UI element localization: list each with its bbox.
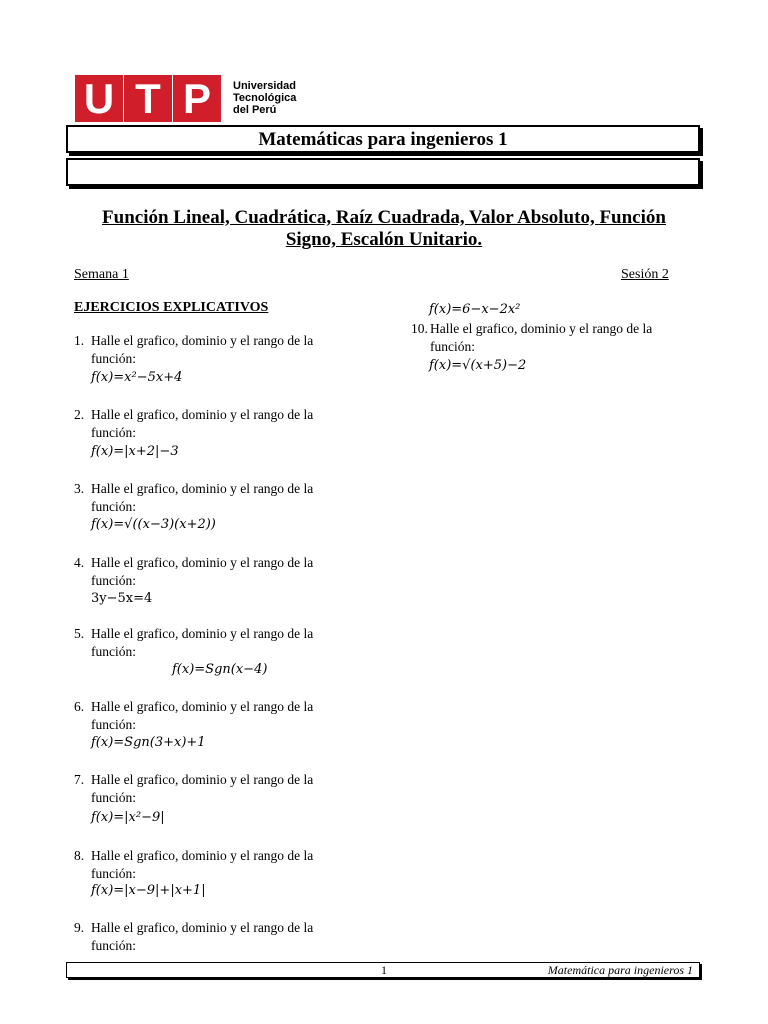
subtitle-frame [66, 158, 700, 186]
footer [66, 962, 700, 978]
exercise-10 [411, 320, 681, 360]
exercise-number: 8. [74, 848, 85, 863]
exercise-9 [74, 919, 334, 959]
exercise-text: Halle el grafico, dominio y el rango de la función: [430, 321, 653, 354]
exercise-text: Halle el grafico, dominio y el rango de la función: [91, 848, 314, 881]
logo-letter-t: T [124, 75, 172, 122]
exercise-text: Halle el grafico, dominio y el rango de la función: [91, 407, 314, 440]
formula-3: f(x)=√((x−3)(x+2)) [91, 517, 216, 532]
exercise-6 [74, 698, 334, 738]
logo-letter-u: U [75, 75, 123, 122]
exercise-number: 2. [74, 407, 85, 422]
session-label: Sesión 2 [621, 267, 669, 282]
formula-8: f(x)=|x−9|+|x+1| [91, 883, 206, 898]
exercise-number: 1. [74, 333, 85, 348]
formula-7: f(x)=|x²−9| [91, 810, 165, 825]
logo-line-1: Universidad [233, 80, 296, 92]
exercise-number: 9. [74, 920, 85, 935]
exercise-7 [74, 771, 334, 811]
formula-9: f(x)=6−x−2x² [429, 302, 521, 317]
exercise-number: 7. [74, 772, 85, 787]
exercise-3 [74, 480, 334, 520]
exercise-text: Halle el grafico, dominio y el rango de la función: [91, 699, 314, 732]
exercise-5 [74, 625, 334, 665]
logo-letter-p: P [173, 75, 221, 122]
footer-title: Matemática para ingenieros 1 [547, 963, 693, 977]
exercise-4 [74, 554, 334, 594]
exercise-8 [74, 847, 334, 887]
main-heading [70, 207, 698, 251]
page-number: 1 [381, 963, 387, 977]
logo-line-2: Tecnológica [233, 92, 297, 104]
formula-6: f(x)=Sgn(3+x)+1 [91, 735, 206, 750]
logo-text [233, 80, 296, 116]
title-frame [66, 125, 700, 153]
exercise-text: Halle el grafico, dominio y el rango de la función: [91, 772, 314, 805]
logo-line-3: del Perú [233, 104, 277, 116]
exercise-text: Halle el grafico, dominio y el rango de la función: [91, 920, 314, 953]
formula-5: f(x)=Sgn(x−4) [172, 662, 268, 677]
formula-4: 3y−5x=4 [91, 591, 153, 606]
exercise-text: Halle el grafico, dominio y el rango de la función: [91, 481, 314, 514]
exercise-number: 3. [74, 481, 85, 496]
main-heading-line-1: Función Lineal, Cuadrática, Raíz Cuadrada, Valor Absoluto, Función [102, 207, 666, 228]
exercise-text: Halle el grafico, dominio y el rango de la función: [91, 555, 314, 588]
formula-10: f(x)=√(x+5)−2 [429, 358, 527, 373]
section-title: EJERCICIOS EXPLICATIVOS [74, 300, 269, 315]
exercise-number: 5. [74, 626, 85, 641]
exercise-number: 6. [74, 699, 85, 714]
document-title: Matemáticas para ingenieros 1 [258, 129, 508, 150]
exercise-text: Halle el grafico, dominio y el rango de la función: [91, 333, 314, 366]
exercise-number: 10. [411, 321, 428, 336]
week-label: Semana 1 [74, 267, 129, 282]
exercise-text: Halle el grafico, dominio y el rango de la función: [91, 626, 314, 659]
main-heading-line-2: Signo, Escalón Unitario. [285, 229, 483, 250]
exercise-1 [74, 332, 334, 372]
formula-2: f(x)=|x+2|−3 [91, 444, 179, 459]
exercise-number: 4. [74, 555, 85, 570]
exercise-2 [74, 406, 334, 446]
formula-1: f(x)=x²−5x+4 [91, 370, 183, 385]
